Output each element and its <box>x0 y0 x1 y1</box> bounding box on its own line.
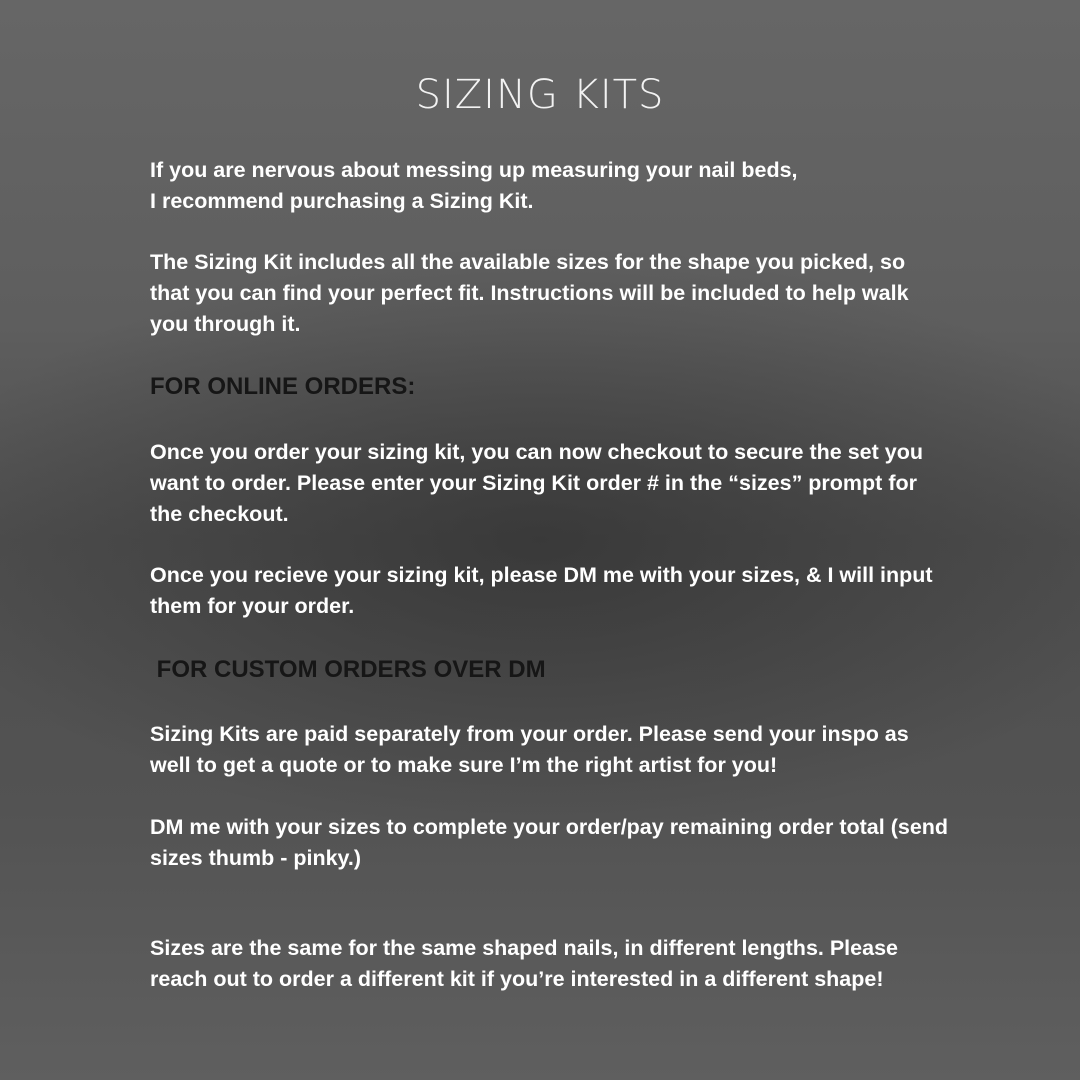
online-orders-paragraph-1: Once you order your sizing kit, you can now checkout to secure the set you want to order. Please enter your Sizing Kit order # in the “sizes” prompt for the checkout. <box>150 440 923 526</box>
intro-line-2: I recommend purchasing a Sizing Kit. <box>150 189 534 213</box>
footer-paragraph: Sizes are the same for the same shaped nails, in different lengths. Please reach out to order a different kit if you’re interested in a different shape! <box>150 936 898 991</box>
online-orders-paragraph-2: Once you recieve your sizing kit, please DM me with your sizes, & I will input them for your order. <box>150 563 933 618</box>
custom-orders-paragraph-2: DM me with your sizes to complete your order/pay remaining order total (send sizes thumb - pinky.) <box>150 815 949 870</box>
page-title: SIZING KITS <box>415 72 665 118</box>
intro-line-1: If you are nervous about messing up measuring your nail beds, <box>150 158 798 182</box>
online-orders-heading: FOR ONLINE ORDERS: <box>150 373 416 400</box>
custom-orders-paragraph-1: Sizing Kits are paid separately from your order. Please send your inspo as well to get a quote or to make sure I’m the right artist for you! <box>150 722 909 777</box>
intro-paragraph <box>150 155 950 217</box>
custom-orders-heading: FOR CUSTOM ORDERS OVER DM <box>150 656 546 683</box>
description-paragraph: The Sizing Kit includes all the available sizes for the shape you picked, so that you can find your perfect fit. Instructions will be included to help walk you through it. <box>150 250 909 336</box>
